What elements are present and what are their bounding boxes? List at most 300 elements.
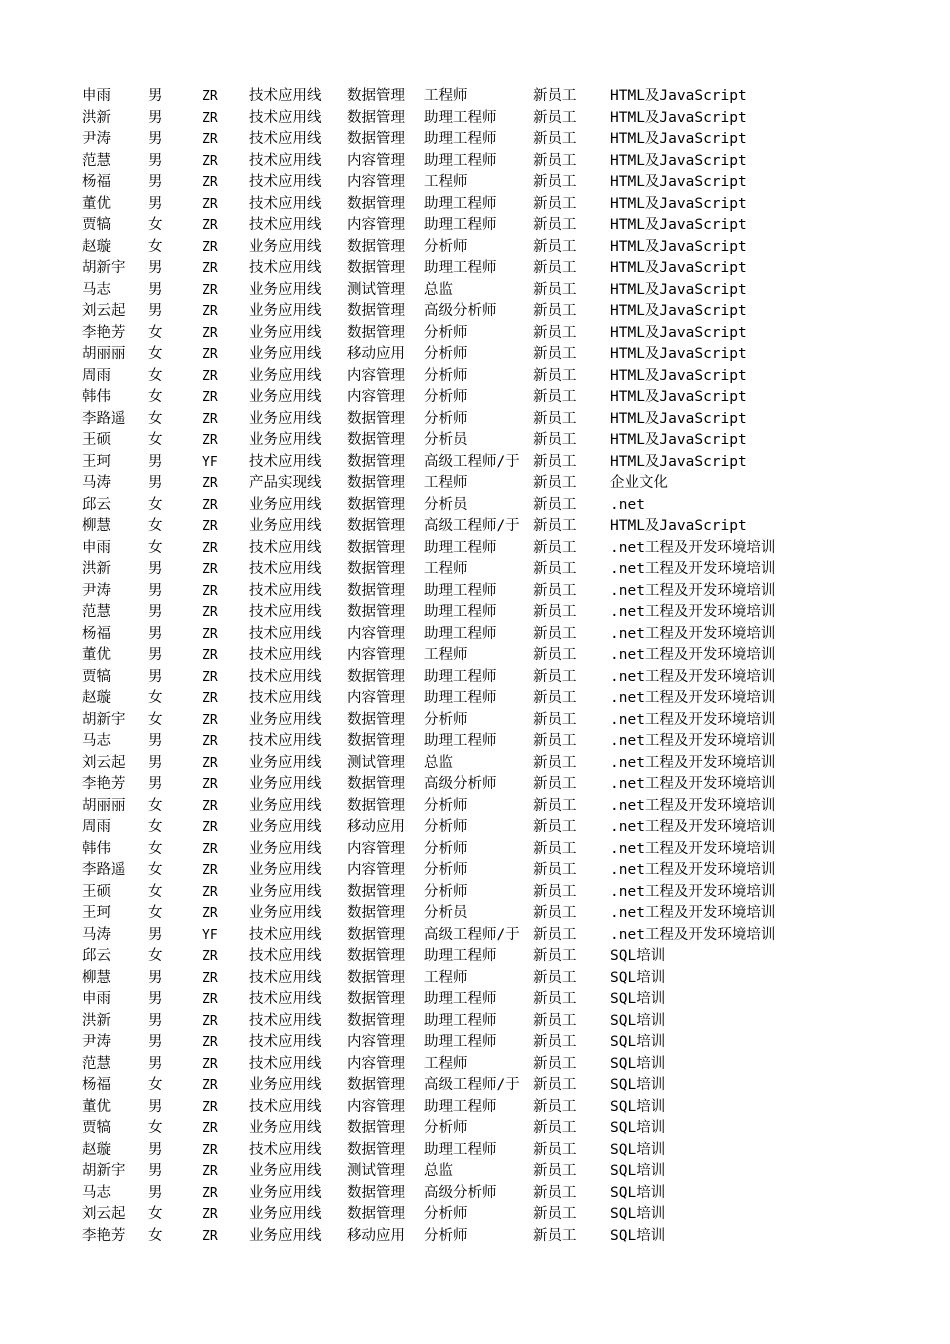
department-cell: 数据管理	[347, 1120, 405, 1136]
course-cell: HTML及JavaScript	[610, 453, 747, 470]
name-cell: 王珂	[82, 905, 111, 921]
job-title-cell: 分析师	[424, 389, 468, 405]
business-line-cell: 技术应用线	[249, 88, 322, 104]
department-cell: 数据管理	[347, 410, 405, 427]
name-cell: 胡丽丽	[82, 797, 126, 814]
job-title-cell: 助理工程师	[424, 131, 497, 147]
course-cell: SQL培训	[610, 1184, 666, 1201]
department-cell: 内容管理	[347, 647, 405, 663]
job-title-cell: 助理工程师	[424, 991, 497, 1007]
business-line-cell: 技术应用线	[249, 561, 322, 577]
table-row	[82, 1054, 797, 1076]
employee-type-cell: 新员工	[533, 1227, 577, 1244]
department-cell: 数据管理	[347, 131, 405, 147]
gender-cell: 男	[148, 1098, 163, 1115]
name-cell: 申雨	[82, 88, 111, 104]
course-cell: HTML及JavaScript	[610, 410, 747, 427]
gender-cell: 男	[148, 668, 163, 685]
gender-cell: 男	[148, 969, 163, 986]
employee-type-cell: 新员工	[533, 238, 577, 255]
job-title-cell: 分析师	[424, 862, 468, 878]
course-cell: SQL培训	[610, 948, 666, 964]
business-line-cell: 业务应用线	[249, 389, 322, 405]
job-title-cell: 分析师	[424, 238, 468, 255]
code-cell: ZR	[202, 218, 218, 233]
employee-type-cell: 新员工	[533, 690, 577, 706]
business-line-cell: 业务应用线	[249, 410, 322, 427]
gender-cell: 男	[148, 88, 163, 104]
gender-cell: 男	[148, 453, 163, 470]
course-cell: HTML及JavaScript	[610, 238, 747, 255]
department-cell: 数据管理	[347, 539, 405, 556]
table-row	[82, 688, 797, 710]
employee-type-cell: 新员工	[533, 410, 577, 427]
name-cell: 柳慧	[82, 518, 111, 534]
employee-type-cell: 新员工	[533, 625, 577, 642]
name-cell: 刘云起	[82, 303, 126, 319]
gender-cell: 女	[148, 389, 163, 405]
job-title-cell: 工程师	[424, 1055, 468, 1072]
job-title-cell: 高级工程师/于	[424, 1077, 520, 1093]
employee-type-cell: 新员工	[533, 346, 577, 362]
job-title-cell: 助理工程师	[424, 948, 497, 964]
job-title-cell: 分析师	[424, 797, 468, 814]
course-cell: SQL培训	[610, 1227, 666, 1244]
code-cell: ZR	[202, 669, 218, 685]
table-row	[82, 172, 797, 194]
job-title-cell: 工程师	[424, 88, 468, 104]
name-cell: 贾犒	[82, 1120, 111, 1136]
course-cell: .net工程及开发环境培训	[610, 582, 776, 599]
code-cell: ZR	[202, 132, 218, 147]
name-cell: 杨福	[82, 625, 111, 642]
gender-cell: 男	[148, 776, 163, 792]
course-cell: SQL培训	[610, 1120, 666, 1136]
gender-cell: 男	[148, 195, 163, 212]
name-cell: 洪新	[82, 561, 111, 577]
department-cell: 内容管理	[347, 840, 405, 857]
employee-type-cell: 新员工	[533, 174, 577, 190]
gender-cell: 男	[148, 991, 163, 1007]
code-cell: ZR	[202, 1078, 218, 1093]
business-line-cell: 技术应用线	[249, 260, 322, 276]
table-row	[82, 989, 797, 1011]
code-cell: ZR	[202, 497, 218, 513]
gender-cell: 女	[148, 1120, 163, 1136]
department-cell: 数据管理	[347, 432, 405, 448]
business-line-cell: 业务应用线	[249, 346, 322, 362]
department-cell: 数据管理	[347, 991, 405, 1007]
course-cell: SQL培训	[610, 991, 666, 1007]
table-row	[82, 860, 797, 882]
table-row	[82, 968, 797, 990]
code-cell: ZR	[202, 884, 218, 900]
course-cell: .net工程及开发环境培训	[610, 905, 776, 921]
job-title-cell: 总监	[424, 754, 453, 771]
department-cell: 数据管理	[347, 453, 405, 470]
gender-cell: 女	[148, 690, 163, 706]
code-cell: ZR	[202, 1099, 218, 1115]
table-row	[82, 280, 797, 302]
name-cell: 马志	[82, 733, 111, 749]
table-row	[82, 645, 797, 667]
name-cell: 胡新宇	[82, 711, 126, 728]
course-cell: SQL培训	[610, 1163, 666, 1179]
course-cell: HTML及JavaScript	[610, 303, 747, 319]
table-row	[82, 581, 797, 603]
course-cell: HTML及JavaScript	[610, 518, 747, 534]
business-line-cell: 业务应用线	[249, 905, 322, 921]
employee-type-cell: 新员工	[533, 797, 577, 814]
business-line-cell: 技术应用线	[249, 926, 322, 943]
business-line-cell: 业务应用线	[249, 797, 322, 814]
course-cell: HTML及JavaScript	[610, 217, 747, 233]
code-cell: ZR	[202, 110, 218, 126]
employee-type-cell: 新员工	[533, 862, 577, 878]
business-line-cell: 技术应用线	[249, 1098, 322, 1115]
employee-type-cell: 新员工	[533, 991, 577, 1007]
code-cell: ZR	[202, 626, 218, 642]
job-title-cell: 工程师	[424, 174, 468, 190]
department-cell: 数据管理	[347, 926, 405, 943]
job-title-cell: 分析师	[424, 840, 468, 857]
job-title-cell: 助理工程师	[424, 1141, 497, 1158]
employee-type-cell: 新员工	[533, 905, 577, 921]
job-title-cell: 助理工程师	[424, 152, 497, 169]
business-line-cell: 业务应用线	[249, 883, 322, 900]
table-row	[82, 1032, 797, 1054]
gender-cell: 男	[148, 926, 163, 943]
business-line-cell: 技术应用线	[249, 539, 322, 556]
employee-type-cell: 新员工	[533, 776, 577, 792]
department-cell: 数据管理	[347, 604, 405, 620]
employee-type-cell: 新员工	[533, 1034, 577, 1050]
gender-cell: 女	[148, 518, 163, 534]
table-row	[82, 903, 797, 925]
code-cell: ZR	[202, 970, 218, 986]
name-cell: 贾犒	[82, 668, 111, 685]
gender-cell: 女	[148, 238, 163, 255]
job-title-cell: 助理工程师	[424, 604, 497, 620]
course-cell: SQL培训	[610, 1012, 666, 1029]
name-cell: 尹涛	[82, 1034, 111, 1050]
code-cell: ZR	[202, 1164, 218, 1179]
name-cell: 王硕	[82, 883, 111, 900]
code-cell: YF	[202, 454, 218, 470]
business-line-cell: 业务应用线	[249, 754, 322, 771]
employee-type-cell: 新员工	[533, 754, 577, 771]
employee-type-cell: 新员工	[533, 969, 577, 986]
gender-cell: 男	[148, 1163, 163, 1179]
business-line-cell: 业务应用线	[249, 840, 322, 857]
name-cell: 李艳芳	[82, 776, 126, 792]
name-cell: 马志	[82, 281, 111, 298]
table-row	[82, 409, 797, 431]
employee-type-cell: 新员工	[533, 1012, 577, 1029]
code-cell: ZR	[202, 583, 218, 599]
name-cell: 柳慧	[82, 969, 111, 986]
business-line-cell: 业务应用线	[249, 776, 322, 792]
department-cell: 数据管理	[347, 195, 405, 212]
gender-cell: 女	[148, 367, 163, 384]
course-cell: .net工程及开发环境培训	[610, 840, 776, 857]
gender-cell: 女	[148, 797, 163, 814]
business-line-cell: 业务应用线	[249, 862, 322, 878]
employee-type-cell: 新员工	[533, 1055, 577, 1072]
employee-type-cell: 新员工	[533, 281, 577, 298]
gender-cell: 女	[148, 1077, 163, 1093]
table-row	[82, 387, 797, 409]
employee-type-cell: 新员工	[533, 324, 577, 341]
code-cell: ZR	[202, 540, 218, 556]
job-title-cell: 助理工程师	[424, 1012, 497, 1029]
course-cell: .net工程及开发环境培训	[610, 819, 776, 835]
table-row	[82, 882, 797, 904]
course-cell: SQL培训	[610, 1077, 666, 1093]
code-cell: ZR	[202, 519, 218, 534]
code-cell: ZR	[202, 239, 218, 255]
code-cell: ZR	[202, 153, 218, 169]
course-cell: .net	[610, 496, 645, 513]
code-cell: ZR	[202, 992, 218, 1007]
employee-type-cell: 新员工	[533, 453, 577, 470]
employee-type-cell: 新员工	[533, 1163, 577, 1179]
business-line-cell: 技术应用线	[249, 131, 322, 147]
table-row	[82, 1011, 797, 1033]
job-title-cell: 助理工程师	[424, 1098, 497, 1115]
job-title-cell: 高级分析师	[424, 303, 497, 319]
department-cell: 数据管理	[347, 1184, 405, 1201]
table-row	[82, 753, 797, 775]
business-line-cell: 技术应用线	[249, 625, 322, 642]
business-line-cell: 技术应用线	[249, 668, 322, 685]
table-row	[82, 602, 797, 624]
department-cell: 内容管理	[347, 625, 405, 642]
name-cell: 马涛	[82, 926, 111, 943]
code-cell: ZR	[202, 175, 218, 190]
gender-cell: 男	[148, 1034, 163, 1050]
course-cell: .net工程及开发环境培训	[610, 754, 776, 771]
business-line-cell: 业务应用线	[249, 819, 322, 835]
job-title-cell: 分析师	[424, 1206, 468, 1222]
table-row	[82, 473, 797, 495]
code-cell: ZR	[202, 798, 218, 814]
course-cell: .net工程及开发环境培训	[610, 539, 776, 556]
code-cell: ZR	[202, 1035, 218, 1050]
name-cell: 杨福	[82, 174, 111, 190]
code-cell: ZR	[202, 562, 218, 577]
employee-type-cell: 新员工	[533, 582, 577, 599]
department-cell: 测试管理	[347, 754, 405, 771]
department-cell: 数据管理	[347, 582, 405, 599]
course-cell: HTML及JavaScript	[610, 346, 747, 362]
gender-cell: 女	[148, 432, 163, 448]
course-cell: .net工程及开发环境培训	[610, 733, 776, 749]
gender-cell: 女	[148, 905, 163, 921]
employee-type-cell: 新员工	[533, 367, 577, 384]
name-cell: 尹涛	[82, 131, 111, 147]
table-row	[82, 516, 797, 538]
business-line-cell: 业务应用线	[249, 1163, 322, 1179]
business-line-cell: 技术应用线	[249, 733, 322, 749]
gender-cell: 女	[148, 346, 163, 362]
employee-type-cell: 新员工	[533, 131, 577, 147]
course-cell: SQL培训	[610, 1206, 666, 1222]
name-cell: 周雨	[82, 367, 111, 384]
code-cell: ZR	[202, 476, 218, 491]
department-cell: 数据管理	[347, 776, 405, 792]
code-cell: ZR	[202, 820, 218, 835]
table-row	[82, 495, 797, 517]
employee-type-cell: 新员工	[533, 1141, 577, 1158]
name-cell: 马涛	[82, 475, 111, 491]
table-row	[82, 731, 797, 753]
name-cell: 韩伟	[82, 840, 111, 857]
code-cell: YF	[202, 927, 218, 943]
code-cell: ZR	[202, 325, 218, 341]
gender-cell: 女	[148, 862, 163, 878]
department-cell: 测试管理	[347, 1163, 405, 1179]
business-line-cell: 业务应用线	[249, 496, 322, 513]
business-line-cell: 技术应用线	[249, 647, 322, 663]
business-line-cell: 技术应用线	[249, 969, 322, 986]
name-cell: 赵璇	[82, 238, 111, 255]
code-cell: ZR	[202, 1142, 218, 1158]
employee-type-cell: 新员工	[533, 1206, 577, 1222]
table-row	[82, 710, 797, 732]
table-row	[82, 1140, 797, 1162]
department-cell: 数据管理	[347, 496, 405, 513]
name-cell: 李路遥	[82, 410, 126, 427]
employee-type-cell: 新员工	[533, 883, 577, 900]
department-cell: 移动应用	[347, 346, 405, 362]
course-cell: HTML及JavaScript	[610, 389, 747, 405]
business-line-cell: 业务应用线	[249, 1227, 322, 1244]
gender-cell: 女	[148, 711, 163, 728]
gender-cell: 女	[148, 840, 163, 857]
table-row	[82, 344, 797, 366]
code-cell: ZR	[202, 304, 218, 319]
job-title-cell: 助理工程师	[424, 1034, 497, 1050]
job-title-cell: 高级工程师/于	[424, 453, 520, 470]
name-cell: 洪新	[82, 109, 111, 126]
name-cell: 邱云	[82, 948, 111, 964]
code-cell: ZR	[202, 755, 218, 771]
table-row	[82, 301, 797, 323]
department-cell: 内容管理	[347, 1055, 405, 1072]
code-cell: ZR	[202, 411, 218, 427]
code-cell: ZR	[202, 1207, 218, 1222]
gender-cell: 女	[148, 539, 163, 556]
name-cell: 胡新宇	[82, 260, 126, 276]
department-cell: 内容管理	[347, 367, 405, 384]
code-cell: ZR	[202, 1185, 218, 1201]
table-row	[82, 258, 797, 280]
job-title-cell: 助理工程师	[424, 668, 497, 685]
course-cell: .net工程及开发环境培训	[610, 776, 776, 792]
name-cell: 李艳芳	[82, 324, 126, 341]
gender-cell: 男	[148, 1012, 163, 1029]
name-cell: 申雨	[82, 539, 111, 556]
job-title-cell: 分析师	[424, 367, 468, 384]
course-cell: HTML及JavaScript	[610, 324, 747, 341]
table-row	[82, 237, 797, 259]
job-title-cell: 分析师	[424, 819, 468, 835]
gender-cell: 女	[148, 1227, 163, 1244]
table-row	[82, 839, 797, 861]
name-cell: 赵璇	[82, 690, 111, 706]
course-cell: .net工程及开发环境培训	[610, 561, 776, 577]
name-cell: 范慧	[82, 152, 111, 169]
business-line-cell: 业务应用线	[249, 303, 322, 319]
job-title-cell: 高级工程师/于	[424, 518, 520, 534]
table-row	[82, 194, 797, 216]
business-line-cell: 业务应用线	[249, 1120, 322, 1136]
name-cell: 贾犒	[82, 217, 111, 233]
employee-type-cell: 新员工	[533, 217, 577, 233]
employee-type-cell: 新员工	[533, 711, 577, 728]
employee-type-cell: 新员工	[533, 539, 577, 556]
course-cell: .net工程及开发环境培训	[610, 797, 776, 814]
code-cell: ZR	[202, 368, 218, 384]
table-row	[82, 925, 797, 947]
name-cell: 范慧	[82, 604, 111, 620]
job-title-cell: 工程师	[424, 561, 468, 577]
gender-cell: 男	[148, 561, 163, 577]
course-cell: .net工程及开发环境培训	[610, 862, 776, 878]
table-row	[82, 796, 797, 818]
table-row	[82, 946, 797, 968]
employee-type-cell: 新员工	[533, 840, 577, 857]
department-cell: 数据管理	[347, 969, 405, 986]
department-cell: 数据管理	[347, 324, 405, 341]
department-cell: 内容管理	[347, 174, 405, 190]
employee-type-cell: 新员工	[533, 109, 577, 126]
department-cell: 数据管理	[347, 1077, 405, 1093]
course-cell: HTML及JavaScript	[610, 88, 747, 104]
code-cell: ZR	[202, 261, 218, 276]
gender-cell: 男	[148, 1055, 163, 1072]
department-cell: 数据管理	[347, 733, 405, 749]
table-row	[82, 108, 797, 130]
employee-type-cell: 新员工	[533, 389, 577, 405]
employee-type-cell: 新员工	[533, 303, 577, 319]
gender-cell: 男	[148, 1184, 163, 1201]
course-cell: SQL培训	[610, 1034, 666, 1050]
table-row	[82, 215, 797, 237]
code-cell: ZR	[202, 1013, 218, 1029]
course-cell: HTML及JavaScript	[610, 195, 747, 212]
code-cell: ZR	[202, 89, 218, 104]
business-line-cell: 技术应用线	[249, 1012, 322, 1029]
department-cell: 数据管理	[347, 905, 405, 921]
name-cell: 洪新	[82, 1012, 111, 1029]
code-cell: ZR	[202, 841, 218, 857]
code-cell: ZR	[202, 196, 218, 212]
business-line-cell: 业务应用线	[249, 1206, 322, 1222]
business-line-cell: 业务应用线	[249, 367, 322, 384]
department-cell: 数据管理	[347, 475, 405, 491]
job-title-cell: 工程师	[424, 475, 468, 491]
course-cell: .net工程及开发环境培训	[610, 625, 776, 642]
employee-type-cell: 新员工	[533, 1184, 577, 1201]
employee-type-cell: 新员工	[533, 496, 577, 513]
department-cell: 内容管理	[347, 862, 405, 878]
department-cell: 内容管理	[347, 1034, 405, 1050]
job-title-cell: 分析师	[424, 324, 468, 341]
name-cell: 王珂	[82, 453, 111, 470]
employee-type-cell: 新员工	[533, 1098, 577, 1115]
